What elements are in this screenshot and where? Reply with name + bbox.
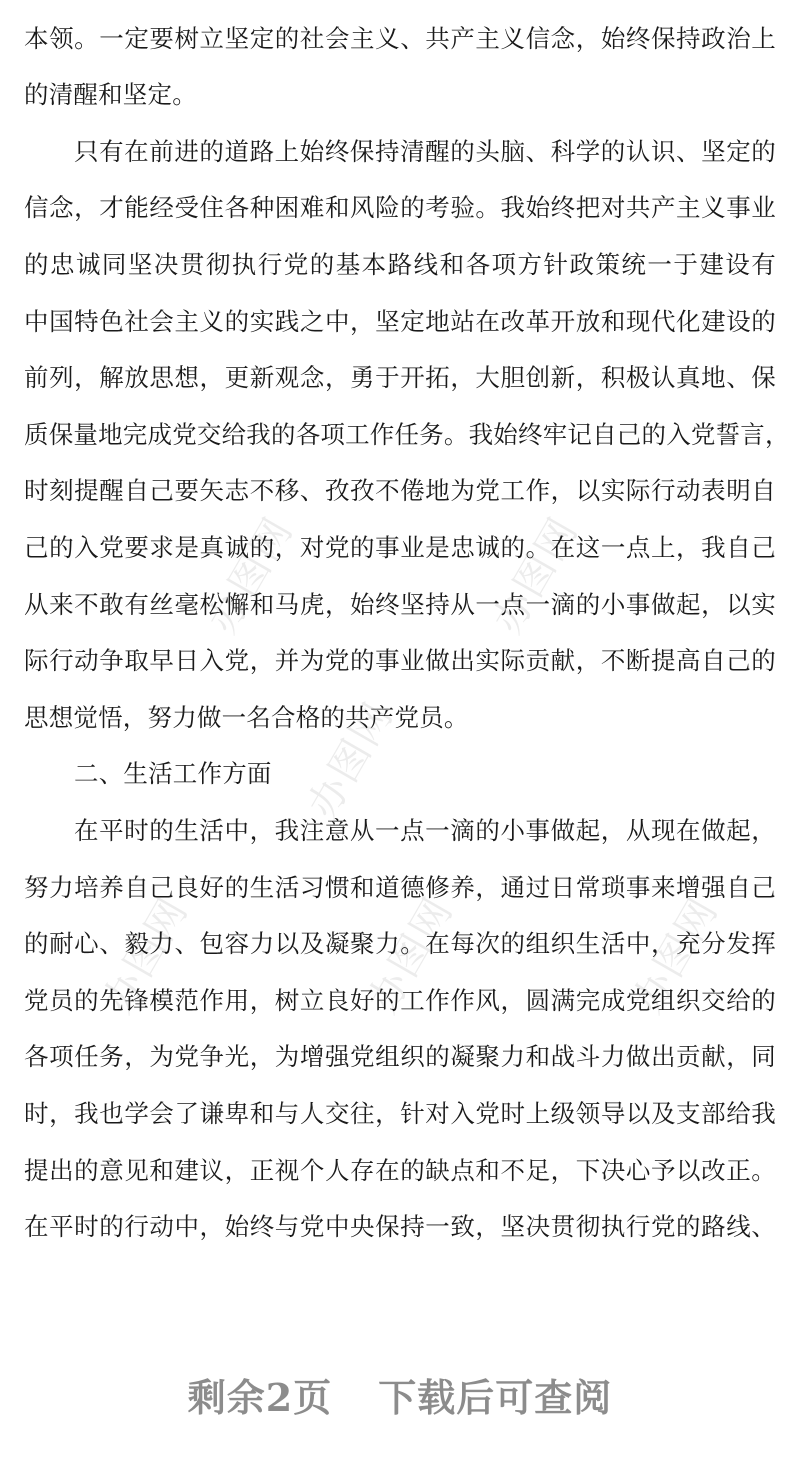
text-line: 中国特色社会主义的实践之中，坚定地站在改革开放和现代化建设的 [24, 306, 776, 336]
text-line: 的清醒和坚定。 [24, 80, 197, 110]
text-line: 时刻提醒自己要矢志不移、孜孜不倦地为党工作，以实际行动表明自 [24, 476, 776, 506]
text-line: 只有在前进的道路上始终保持清醒的头脑、科学的认识、坚定的 [74, 136, 776, 166]
text-line: 信念，才能经受住各种困难和风险的考验。我始终把对共产主义事业 [24, 193, 776, 223]
watermark: 办图网 [94, 889, 198, 1022]
text-line: 党员的先锋模范作用，树立良好的工作作风，圆满完成党组织交给的 [24, 985, 776, 1015]
text-line: 己的入党要求是真诚的，对党的事业是忠诚的。在这一点上，我自己 [24, 533, 776, 562]
text-line: 在平时的生活中，我注意从一点一滴的小事做起，从现在做起， [74, 816, 776, 845]
text-line: 在平时的行动中，始终与党中央保持一致，坚决贯彻执行党的路线、 [24, 1212, 776, 1242]
text-line: 思想觉悟，努力做一名合格的共产党员。 [24, 702, 469, 732]
text-line: 的耐心、毅力、包容力以及凝聚力。在每次的组织生活中，充分发挥 [24, 929, 776, 959]
watermark: 办图网 [624, 889, 728, 1022]
text-line: 质保量地完成党交给我的各项工作任务。我始终牢记自己的入党誓言， [24, 419, 790, 449]
download-hint-label[interactable]: 下载后可查阅 [378, 1374, 613, 1420]
remaining-pages-label: 剩余2页 [187, 1374, 333, 1420]
text-line: 前列，解放思想，更新观念，勇于开拓，大胆创新，积极认真地、保 [24, 363, 776, 393]
text-line: 从来不敢有丝毫松懈和马虎，始终坚持从一点一滴的小事做起，以实 [24, 589, 776, 619]
watermark: 办图网 [199, 509, 303, 642]
watermark: 办图网 [299, 694, 403, 827]
text-line: 提出的意见和建议，正视个人存在的缺点和不足，下决心予以改正。 [24, 1155, 776, 1185]
watermark: 办图网 [359, 889, 463, 1022]
text-line: 际行动争取早日入党，并为党的事业做出实际贡献，不断提高自己的 [24, 646, 776, 676]
text-line: 时，我也学会了谦卑和与人交往，针对入党时上级领导以及支部给我 [24, 1099, 776, 1128]
text-line: 努力培养自己良好的生活习惯和道德修养，通过日常琐事来增强自己 [24, 872, 776, 902]
text-line: 二、生活工作方面 [74, 759, 272, 789]
watermark: 办图网 [484, 509, 588, 642]
text-line: 本领。一定要树立坚定的社会主义、共产主义信念，始终保持政治上 [24, 23, 776, 53]
download-banner[interactable] [0, 1368, 800, 1420]
text-line: 各项任务，为党争光，为增强党组织的凝聚力和战斗力做出贡献，同 [24, 1042, 776, 1072]
text-line: 的忠诚同坚决贯彻执行党的基本路线和各项方针政策统一于建设有 [24, 250, 776, 279]
